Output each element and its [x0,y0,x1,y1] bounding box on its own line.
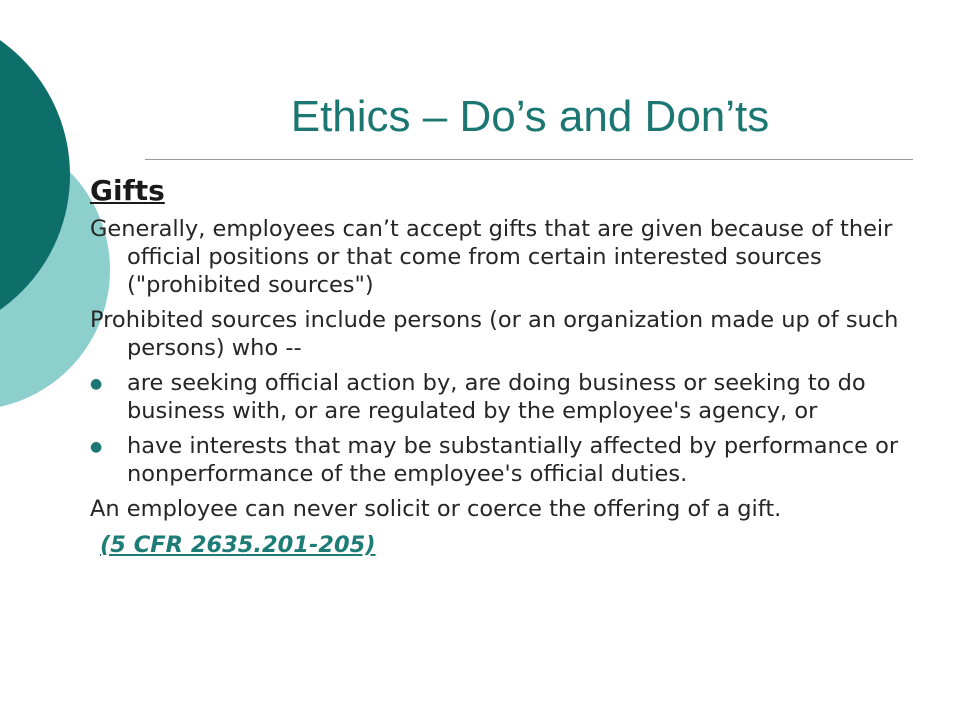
body-paragraph-solicit: An employee can never solicit or coerce the offering of a gift. [90,496,782,522]
citation-link[interactable]: (5 CFR 2635.201-205) [100,532,376,558]
title-divider [145,159,913,160]
bullet-dot-icon: ● [90,439,103,455]
bullet-item [90,369,950,425]
slide-body [90,174,950,558]
bullet-dot-icon: ● [90,376,103,392]
section-heading: Gifts [90,174,165,207]
bullet-text: have interests that may be substantially affected by performance or nonperformance of the employee's official duties. [127,433,899,487]
bullet-item [90,432,950,488]
body-paragraph-general: Generally, employees can’t accept gifts that are given because of their official positions or that come from certain interested sources ("prohibited sources") [90,216,893,298]
bullet-text: are seeking official action by, are doing business or seeking to do business with, or are regulated by the employee's agency, or [127,370,866,424]
body-paragraph-prohibited-sources: Prohibited sources include persons (or an organization made up of such persons) who -- [90,307,899,361]
slide-title: Ethics – Do’s and Don’ts [290,92,770,141]
